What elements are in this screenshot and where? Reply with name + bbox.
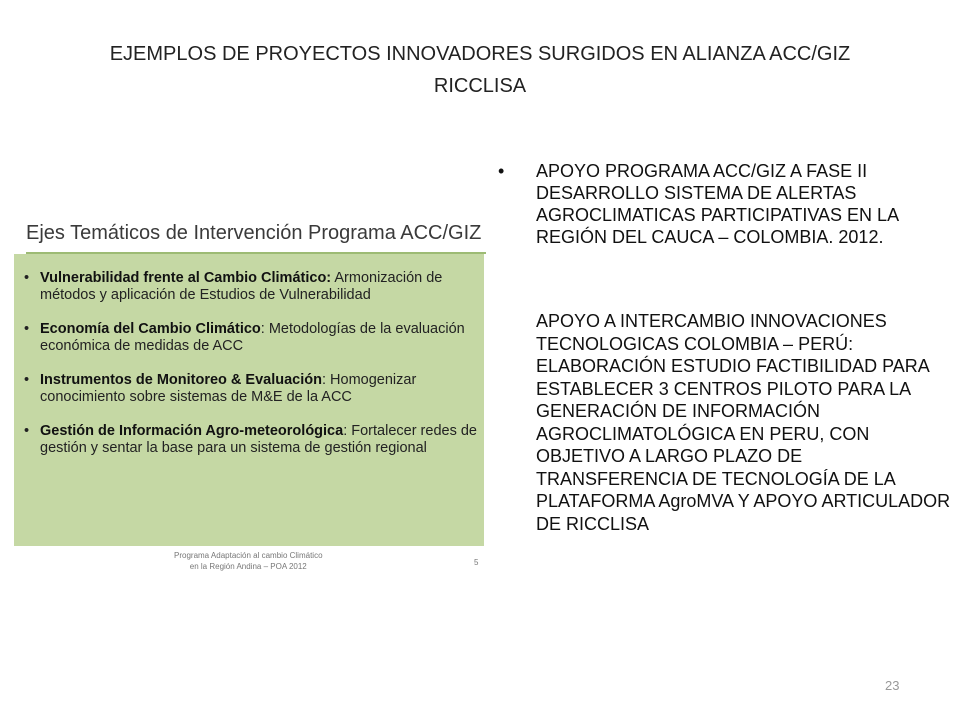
- theme-item-text: : Homogenizar conocimiento sobre sistemas de M&E de la ACC: [40, 372, 417, 405]
- bullet-icon: •: [498, 161, 505, 181]
- bullet-icon: •: [24, 423, 30, 439]
- theme-item-text: Armonización de métodos y aplicación de Estudios de Vulnerabilidad: [40, 270, 443, 303]
- slide-title-line1: EJEMPLOS DE PROYECTOS INNOVADORES SURGIDOS EN ALIANZA ACC/GIZ: [109, 43, 851, 65]
- right-content: [496, 160, 956, 535]
- theme-item-text: : Fortalecer redes de gestión y sentar la base para un sistema de gestión regional: [40, 423, 477, 456]
- theme-item-heading: Vulnerabilidad frente al Cambio Climático:: [40, 270, 332, 286]
- bullet-item-text: APOYO PROGRAMA ACC/GIZ A FASE II DESARROLLO SISTEMA DE ALERTAS AGROCLIMATICAS PARTICIPATIVAS EN LA REGIÓN DEL CAUCA – COLOMBIA. 2012.: [536, 161, 899, 247]
- page-number: 23: [885, 678, 900, 693]
- embedded-footer-line2: en la Región Andina – POA 2012: [189, 562, 307, 571]
- theme-item-heading: Economía del Cambio Climático: [40, 321, 261, 337]
- embedded-footer-line1: Programa Adaptación al cambio Climático: [174, 551, 323, 560]
- embedded-slide-image: [14, 212, 484, 582]
- slide-title: [60, 38, 900, 102]
- themes-list: [20, 270, 480, 474]
- theme-item: [20, 423, 480, 457]
- theme-item-heading: Gestión de Información Agro-meteorológica: [40, 423, 344, 439]
- bullet-item: [496, 160, 956, 248]
- embedded-slide-title: Ejes Temáticos de Intervención Programa ACC/GIZ: [26, 222, 482, 244]
- bullet-icon: •: [24, 321, 30, 337]
- theme-item-heading: Instrumentos de Monitoreo & Evaluación: [40, 372, 322, 388]
- theme-item: [20, 270, 480, 304]
- bullet-icon: •: [24, 270, 30, 286]
- theme-item: [20, 321, 480, 355]
- embedded-slide-footer: [174, 550, 323, 572]
- theme-item-text: : Metodologías de la evaluación económica de medidas de ACC: [40, 321, 465, 354]
- bullet-icon: •: [24, 372, 30, 388]
- theme-item: [20, 372, 480, 406]
- themes-box: [14, 254, 484, 546]
- embedded-page-number: 5: [474, 558, 479, 567]
- slide-title-line2: RICCLISA: [433, 75, 527, 97]
- body-paragraph: APOYO A INTERCAMBIO INNOVACIONES TECNOLOGICAS COLOMBIA – PERÚ: ELABORACIÓN ESTUDIO FACTIBILIDAD PARA ESTABLECER 3 CENTROS PILOTO PARA LA GENERACIÓN DE INFORMACIÓN AGROCLIMATOLÓGICA EN PERU, CON OBJETIVO A LARGO PLAZO DE TRANSFERENCIA DE TECNOLOGÍA DE LA PLATAFORMA AgroMVA Y APOYO ARTICULADOR DE RICCLISA: [536, 311, 951, 534]
